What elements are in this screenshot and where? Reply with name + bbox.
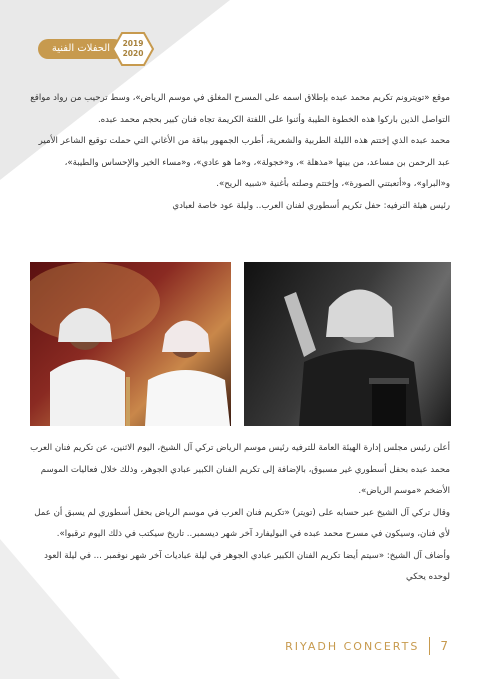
article-paragraph: محمد عبده الذي إختتم هذه الليلة الطربية والشعرية، أطرب الجمهور بباقة من الأغاني التي حملت توقيع الشاعر الأمير عبد الرحمن بن مساعد، من بينها «مذهلة »، و«خجولة»، و«ما هو عادي»، و«مساء الخير والإحساس والطيبة»، و«البراو»، و«أتعبتني الصورة»، وإختتم وصلته بأغنية «شبيه الريح». [38,136,450,189]
article-paragraph: وأضاف آل الشيخ: «سيتم أيضا تكريم الفنان الكبير عبادي الجوهر في ليلة عباديات آخر شهر نوفمبر ... في ليلة العود لوحده يحكي [44,550,450,582]
page-footer [285,636,448,656]
singer-photo-icon [244,262,451,426]
footer-divider [429,637,430,655]
article-paragraph: وقال تركي آل الشيخ عبر حسابه على (تويتر) «تكريم فنان العرب في موسم الرياض بحفل أسطوري لم يسبق أن عمل لأي فنان، وسيكون في مسرح محمد عبده في البوليفارد آخر شهر ديسمبر.. تاريخ سيكتب في ذلك اليوم ترقبوا». [34,507,450,539]
article-top [30,88,450,217]
page-number: 7 [440,639,448,653]
singer-photo [244,262,451,426]
article-subheading: رئيس هيئة الترفيه: حفل تكريم أسطوري لفنان العرب.. وليلة عود خاصة لعبادي [172,200,450,211]
year-end: 2020 [122,49,144,58]
article-bottom [30,438,450,589]
section-badge [38,32,158,66]
year-hexagon-icon [112,32,154,66]
concert-photo-icon [30,262,231,426]
concert-photo [30,262,231,426]
section-label: الحفلات الفنية [38,39,124,59]
magazine-title: RIYADH CONCERTS [285,639,420,653]
year-start: 2019 [122,39,144,48]
article-paragraph: أعلن رئيس مجلس إدارة الهيئة العامة للترفيه رئيس موسم الرياض تركي آل الشيخ، اليوم الاثنين، عن تكريم فنان العرب محمد عبده بحفل أسطوري غير مسبوق، بالإضافة إلى تكريم الفنان الكبير عبادي الجوهر، وذلك خلال فعاليات الموسم الأضخم «موسم الرياض». [30,443,450,496]
article-paragraph: موقع «تويترونم تكريم محمد عبده بإطلاق اسمه على المسرح المغلق في موسم الرياض»، وسط ترحيب من رواد مواقع التواصل الذين باركوا هذه الخطوة الطيبة وأثنوا على اللفتة الكريمة تجاه فنان كبير بحجم محمد عبده. [30,93,450,125]
